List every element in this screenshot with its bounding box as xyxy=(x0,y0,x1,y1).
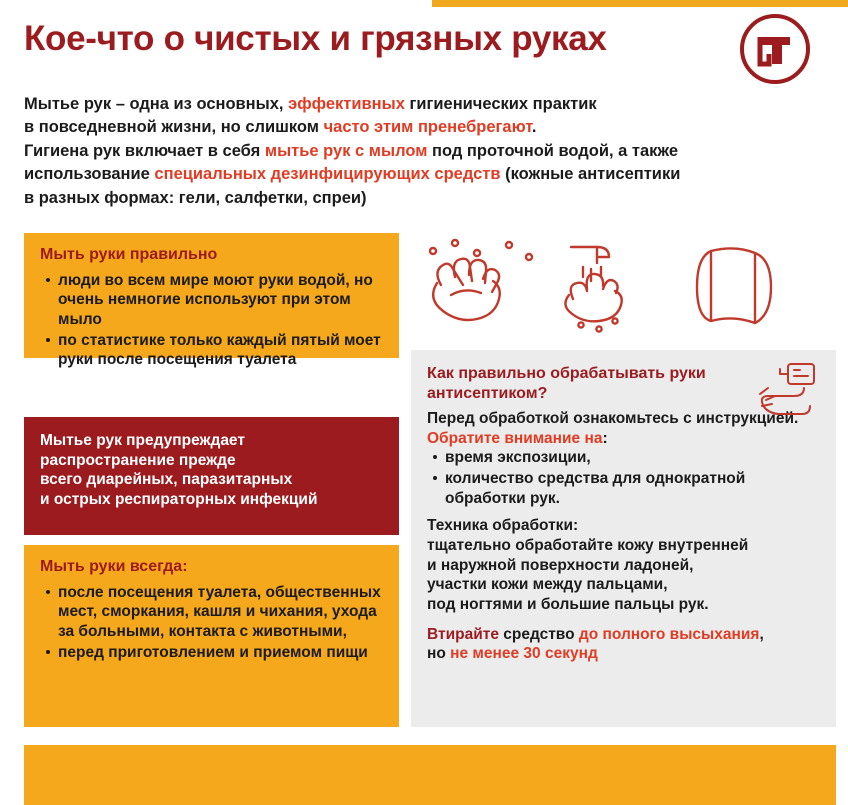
rub-verb: Втирайте xyxy=(427,625,499,643)
box-wash-always xyxy=(24,545,399,727)
technique-colon: : xyxy=(572,517,579,535)
intro-line1-highlight: эффективных xyxy=(288,95,405,113)
antiseptic-intro-b: : xyxy=(602,429,608,447)
intro-line3-b: под проточной водой, а также xyxy=(427,141,679,160)
rub-line2-plain: но xyxy=(427,645,451,663)
technique-label: Техника обработки xyxy=(427,517,573,535)
box-bottom-clipped xyxy=(24,745,836,805)
list-item: перед приготовлением и приемом пищи xyxy=(58,643,385,663)
box-wash-always-list xyxy=(40,583,385,663)
box-prevention xyxy=(24,417,399,535)
intro-paragraph xyxy=(24,93,836,210)
intro-line2-b: . xyxy=(531,118,537,137)
antiseptic-intro-highlight: Обратите внимание на xyxy=(427,429,603,447)
intro-line1-a: Мытье рук – одна из основных, xyxy=(24,95,289,113)
list-item: после посещения туалета, общественных мест, сморкания, кашля и чихания, ухода за больными, контакта с животными, xyxy=(58,583,385,642)
prevention-line: всего диарейных, паразитарных xyxy=(40,471,293,489)
rub-instruction-line2 xyxy=(427,644,820,664)
antiseptic-intro-a: Перед обработкой ознакомьтесь с инструкцией. xyxy=(427,410,799,428)
prevention-line: распространение прежде xyxy=(40,451,236,469)
list-item: количество средства для однократной обработки рук. xyxy=(445,469,820,508)
top-accent-bar xyxy=(432,0,848,7)
prevention-line: и острых респираторных инфекций xyxy=(40,491,318,509)
prevention-line: Мытье рук предупреждает xyxy=(40,432,245,449)
technique-title xyxy=(427,516,820,536)
intro-line4-a: использование xyxy=(24,165,155,184)
antiseptic-heading-line2: антисептиком? xyxy=(427,384,548,402)
intro-line2-highlight: часто этим пренебрегают xyxy=(323,118,532,137)
technique-line: тщательно обработайте кожу внутренней xyxy=(427,537,749,555)
rub-plain-2: , xyxy=(759,625,764,643)
list-item: люди во всем мире моют руки водой, но очень немногие используют при этом мыло xyxy=(58,271,385,330)
technique-line: и наружной поверхности ладоней, xyxy=(427,556,694,574)
box-wash-always-heading: Мыть руки всегда: xyxy=(40,558,188,575)
antiseptic-heading-line1: Как правильно обрабатывать руки xyxy=(427,365,706,382)
tass-logo xyxy=(738,12,812,86)
intro-line4-b: (кожные антисептики xyxy=(500,165,681,184)
rub-line2-highlight: не менее 30 секунд xyxy=(450,645,598,663)
box-wash-correctly xyxy=(24,233,399,369)
intro-line4-highlight: специальных дезинфицирующих средств xyxy=(154,165,501,184)
page-title: Кое-что о чистых и грязных руках xyxy=(24,19,607,58)
list-item: время экспозиции, xyxy=(445,448,820,468)
rub-instruction-line1 xyxy=(427,625,820,645)
intro-line5: в разных формах: гели, салфетки, спреи) xyxy=(24,188,367,207)
box-antiseptic xyxy=(411,350,836,727)
rub-highlight: до полного высыхания xyxy=(578,625,760,643)
list-item: по статистике только каждый пятый моет руки после посещения туалета xyxy=(58,331,385,370)
technique-line: участки кожи между пальцами, xyxy=(427,576,668,594)
intro-line3-highlight: мытье рук с мылом xyxy=(264,141,428,160)
box-antiseptic-list xyxy=(427,448,820,508)
intro-line3-a: Гигиена рук включает в себя xyxy=(24,141,265,160)
technique-line: под ногтями и большие пальцы рук. xyxy=(427,596,709,614)
antiseptic-spray-hand-icon xyxy=(744,360,822,418)
box-wash-correctly-list xyxy=(40,271,385,370)
intro-line1-b: гигиенических практик xyxy=(404,95,597,113)
illustration-row xyxy=(411,233,836,341)
intro-line2-a: в повседневной жизни, но слишком xyxy=(24,118,324,137)
box-wash-correctly-heading: Мыть руки правильно xyxy=(40,246,218,263)
rub-plain-1: средство xyxy=(498,625,579,643)
